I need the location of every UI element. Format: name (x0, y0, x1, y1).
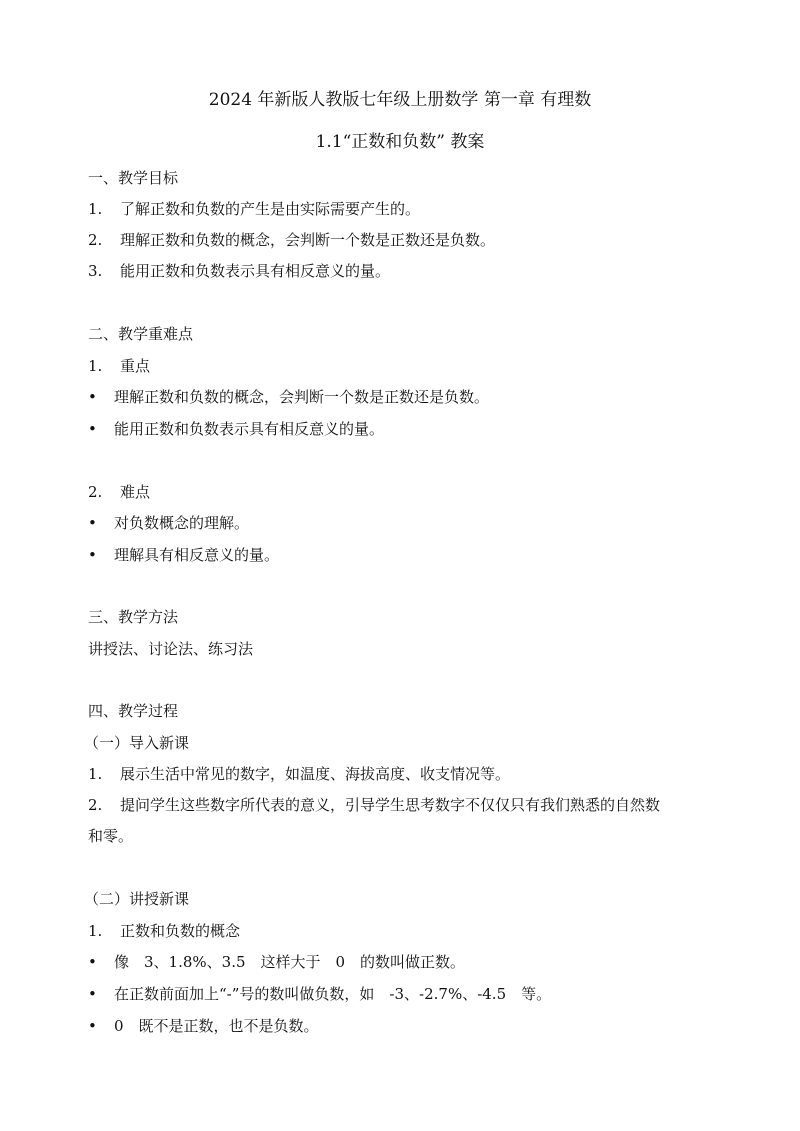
item-text: 了解正数和负数的产生是由实际需要产生的。 (120, 200, 421, 218)
bullet-icon: • (88, 388, 97, 406)
bullet-text: 对负数概念的理解。 (114, 514, 250, 532)
bullet-item (88, 544, 728, 566)
section-heading-objectives: 一、教学目标 (88, 169, 179, 187)
subsection-heading-intro: （一）导入新课 (84, 734, 190, 752)
list-item (88, 481, 728, 503)
item-text: 理解正数和负数的概念，会判断一个数是正数还是负数。 (120, 231, 496, 249)
item-number: 1. (88, 922, 103, 940)
bullet-item (88, 1015, 728, 1037)
item-number: 2. (88, 483, 103, 501)
bullet-icon: • (88, 546, 97, 564)
methods-text: 讲授法、讨论法、练习法 (88, 640, 254, 658)
bullet-text: 理解具有相反意义的量。 (114, 546, 280, 564)
section-heading-methods: 三、教学方法 (88, 608, 179, 626)
list-item (88, 355, 728, 377)
item-text: 提问学生这些数字所代表的意义，引导学生思考数字不仅仅只有我们熟悉的自然数 (120, 796, 661, 814)
item-number: 2. (88, 231, 103, 249)
bullet-text: 能用正数和负数表示具有相反意义的量。 (114, 420, 385, 438)
subsection-heading-new-lesson: （二）讲授新课 (84, 890, 190, 908)
section-heading-key-points: 二、教学重难点 (88, 325, 194, 343)
bullet-item (88, 418, 728, 440)
item-number: 2. (88, 796, 103, 814)
bullet-text: 像 3、1.8%、3.5 这样大于 0 的数叫做正数。 (114, 953, 466, 971)
item-text: 正数和负数的概念 (120, 922, 241, 940)
bullet-item (88, 386, 728, 408)
bullet-text: 理解正数和负数的概念，会判断一个数是正数还是负数。 (114, 388, 490, 406)
item-text: 重点 (120, 357, 151, 375)
bullet-item (88, 512, 728, 534)
item-number: 1. (88, 765, 103, 783)
document-title: 2024 年新版人教版七年级上册数学 第一章 有理数 (208, 90, 592, 110)
list-item (88, 198, 728, 220)
list-item (88, 229, 728, 251)
list-item (88, 794, 728, 816)
bullet-icon: • (88, 1017, 97, 1035)
item-number: 1. (88, 200, 103, 218)
list-item (88, 260, 728, 282)
item-text: 难点 (120, 483, 151, 501)
bullet-icon: • (88, 420, 97, 438)
item-text: 展示生活中常见的数字，如温度、海拔高度、收支情况等。 (120, 765, 511, 783)
section-heading-process: 四、教学过程 (88, 702, 179, 720)
bullet-icon: • (88, 985, 97, 1003)
item-text: 能用正数和负数表示具有相反意义的量。 (120, 262, 391, 280)
bullet-text: 在正数前面加上“-”号的数叫做负数，如 -3、-2.7%、-4.5 等。 (114, 985, 552, 1003)
item-number: 1. (88, 357, 103, 375)
bullet-icon: • (88, 514, 97, 532)
bullet-item (88, 951, 728, 973)
bullet-item (88, 983, 728, 1005)
list-item (88, 763, 728, 785)
list-item-continuation: 和零。 (88, 827, 134, 845)
bullet-text: 0 既不是正数，也不是负数。 (114, 1017, 319, 1035)
list-item (88, 920, 728, 942)
bullet-icon: • (88, 953, 97, 971)
document-subtitle: 1.1“正数和负数” 教案 (315, 132, 485, 152)
item-number: 3. (88, 262, 103, 280)
